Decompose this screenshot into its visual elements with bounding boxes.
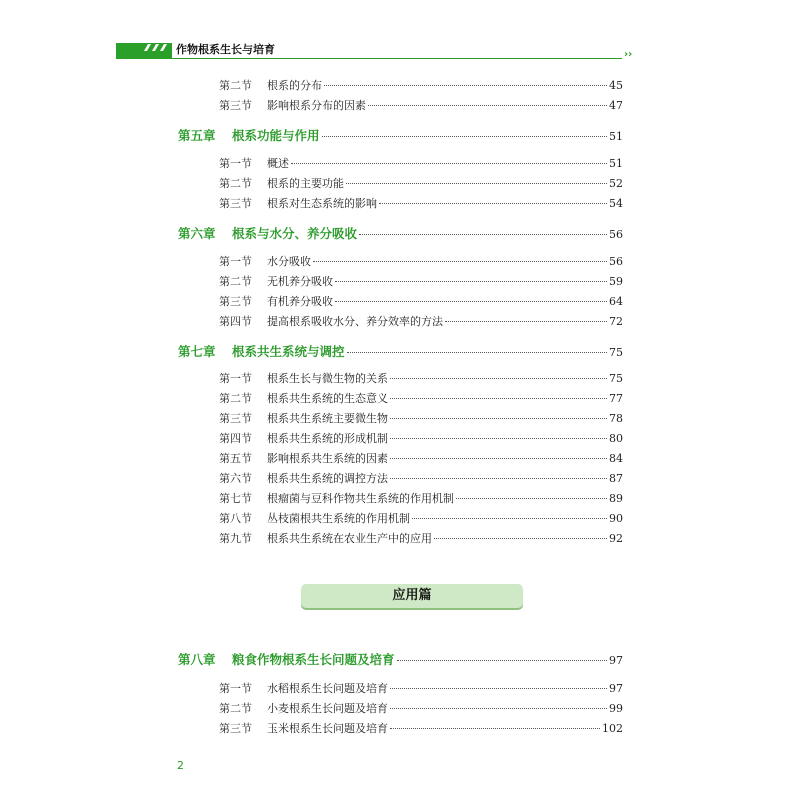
- toc-entry-title: 根系共生系统在农业生产中的应用: [267, 532, 432, 545]
- dot-leader: [390, 378, 607, 379]
- dot-leader: [397, 660, 607, 661]
- toc-entry-title: 影响根系共生系统的因素: [267, 452, 388, 465]
- dot-leader: [390, 438, 607, 439]
- toc-entry-title: 根系共生系统与调控: [232, 344, 345, 359]
- toc-chapter-row[interactable]: [178, 342, 623, 360]
- toc-entry-title: 丛枝菌根共生系统的作用机制: [267, 512, 410, 525]
- toc-entry-title: 根系对生态系统的影响: [267, 197, 377, 210]
- toc-page-number: 78: [609, 412, 623, 425]
- toc-entry-title: 根系共生系统的生态意义: [267, 392, 388, 405]
- toc-entry-title: 有机养分吸收: [267, 295, 333, 308]
- toc-section-row[interactable]: [219, 77, 623, 93]
- dot-leader: [390, 728, 600, 729]
- toc-section-row[interactable]: [219, 195, 623, 211]
- toc-section-row[interactable]: [219, 313, 623, 329]
- toc-entry-number: 第二节: [219, 392, 252, 405]
- toc-entry-title: 根系与水分、养分吸收: [232, 226, 358, 241]
- dot-leader: [390, 478, 607, 479]
- toc-entry-title: 根系共生系统主要微生物: [267, 412, 388, 425]
- toc-page-number: 59: [609, 275, 623, 288]
- toc-section-row[interactable]: [219, 97, 623, 113]
- toc-page-number: 97: [609, 654, 623, 667]
- toc-section-row[interactable]: [219, 450, 623, 466]
- toc-entry-number: 第一节: [219, 255, 252, 268]
- toc-page-number: 99: [609, 702, 623, 715]
- dot-leader: [390, 398, 607, 399]
- toc-page-number: 64: [609, 295, 623, 308]
- dot-leader: [445, 321, 607, 322]
- toc-entry-title: 根系共生系统的形成机制: [267, 432, 388, 445]
- toc-entry-number: 第二节: [219, 79, 252, 92]
- dot-leader: [412, 518, 607, 519]
- dot-leader: [390, 418, 607, 419]
- toc-entry-number: 第一节: [219, 682, 252, 695]
- toc-page-number: 51: [609, 157, 623, 170]
- toc-page-number: 45: [609, 79, 623, 92]
- toc-page-number: 56: [609, 228, 623, 241]
- toc-entry-title: 概述: [267, 157, 289, 170]
- toc-page-number: 80: [609, 432, 623, 445]
- dot-leader: [390, 688, 607, 689]
- toc-page-number: 87: [609, 472, 623, 485]
- toc-section-row[interactable]: [219, 700, 623, 716]
- dot-leader: [368, 105, 607, 106]
- dot-leader: [313, 261, 607, 262]
- toc-entry-title: 玉米根系生长问题及培育: [267, 722, 388, 735]
- toc-entry-number: 第三节: [219, 295, 252, 308]
- toc-entry-number: 第一节: [219, 157, 252, 170]
- toc-chapter-row[interactable]: [178, 224, 623, 242]
- toc-entry-number: 第八章: [178, 652, 216, 667]
- toc-entry-title: 根系共生系统的调控方法: [267, 472, 388, 485]
- toc-entry-number: 第三节: [219, 99, 252, 112]
- part-label: 应用篇: [301, 584, 523, 608]
- toc-entry-title: 粮食作物根系生长问题及培育: [232, 652, 395, 667]
- toc-entry-title: 水分吸收: [267, 255, 311, 268]
- toc-section-row[interactable]: [219, 470, 623, 486]
- toc-entry-title: 根瘤菌与豆科作物共生系统的作用机制: [267, 492, 454, 505]
- dot-leader: [322, 136, 607, 137]
- toc-page-number: 54: [609, 197, 623, 210]
- toc-page-number: 52: [609, 177, 623, 190]
- toc-page-number: 47: [609, 99, 623, 112]
- toc-entry-number: 第三节: [219, 412, 252, 425]
- toc-entry-title: 根系的分布: [267, 79, 322, 92]
- toc-entry-number: 第二节: [219, 702, 252, 715]
- toc-page-number: 75: [609, 346, 623, 359]
- toc-page-number: 77: [609, 392, 623, 405]
- toc-page-number: 72: [609, 315, 623, 328]
- toc-page-number: 51: [609, 130, 623, 143]
- toc-entry-title: 无机养分吸收: [267, 275, 333, 288]
- dot-leader: [456, 498, 607, 499]
- toc-section-row[interactable]: [219, 253, 623, 269]
- header-title: 作物根系生长与培育: [176, 43, 275, 56]
- toc-section-row[interactable]: [219, 155, 623, 171]
- toc-section-row[interactable]: [219, 273, 623, 289]
- toc-entry-number: 第二节: [219, 177, 252, 190]
- toc-entry-number: 第七章: [178, 344, 216, 359]
- toc-entry-number: 第三节: [219, 197, 252, 210]
- toc-entry-number: 第一节: [219, 372, 252, 385]
- toc-section-row[interactable]: [219, 720, 623, 736]
- toc-entry-number: 第六节: [219, 472, 252, 485]
- toc-entry-number: 第四节: [219, 315, 252, 328]
- toc-page-number: 90: [609, 512, 623, 525]
- dot-leader: [434, 538, 607, 539]
- dot-leader: [324, 85, 607, 86]
- toc-page-number: 84: [609, 452, 623, 465]
- double-chevron-icon: ››: [624, 49, 633, 60]
- toc-section-row[interactable]: [219, 680, 623, 696]
- toc-entry-title: 小麦根系生长问题及培育: [267, 702, 388, 715]
- toc-entry-number: 第三节: [219, 722, 252, 735]
- toc-page-number: 75: [609, 372, 623, 385]
- toc-entry-number: 第七节: [219, 492, 252, 505]
- dot-leader: [390, 458, 607, 459]
- toc-section-row[interactable]: [219, 175, 623, 191]
- dot-leader: [347, 352, 607, 353]
- toc-entry-title: 影响根系分布的因素: [267, 99, 366, 112]
- toc-entry-number: 第五章: [178, 128, 216, 143]
- toc-entry-number: 第八节: [219, 512, 252, 525]
- toc-entry-title: 根系功能与作用: [232, 128, 320, 143]
- toc-entry-number: 第九节: [219, 532, 252, 545]
- toc-section-row[interactable]: [219, 390, 623, 406]
- toc-page-number: 92: [609, 532, 623, 545]
- dot-leader: [335, 301, 607, 302]
- page-number: 2: [177, 759, 184, 772]
- toc-section-row[interactable]: [219, 430, 623, 446]
- toc-section-row[interactable]: [219, 293, 623, 309]
- toc-entry-number: 第四节: [219, 432, 252, 445]
- toc-page-number: 97: [609, 682, 623, 695]
- toc-chapter-row[interactable]: [178, 650, 623, 668]
- dot-leader: [346, 183, 607, 184]
- toc-entry-number: 第二节: [219, 275, 252, 288]
- dot-leader: [390, 708, 607, 709]
- toc-page-number: 89: [609, 492, 623, 505]
- toc-section-row[interactable]: [219, 530, 623, 546]
- dot-leader: [291, 163, 607, 164]
- dot-leader: [359, 234, 607, 235]
- toc-entry-title: 提高根系吸收水分、养分效率的方法: [267, 315, 443, 328]
- dot-leader: [335, 281, 607, 282]
- toc-section-row[interactable]: [219, 490, 623, 506]
- toc-page-number: 56: [609, 255, 623, 268]
- toc-page-number: 102: [602, 722, 623, 735]
- toc-section-row[interactable]: [219, 410, 623, 426]
- toc-entry-title: 根系的主要功能: [267, 177, 344, 190]
- toc-section-row[interactable]: [219, 510, 623, 526]
- dot-leader: [379, 203, 607, 204]
- toc-entry-number: 第五节: [219, 452, 252, 465]
- toc-entry-title: 根系生长与微生物的关系: [267, 372, 388, 385]
- toc-entry-title: 水稻根系生长问题及培育: [267, 682, 388, 695]
- toc-section-row[interactable]: [219, 370, 623, 386]
- toc-entry-number: 第六章: [178, 226, 216, 241]
- toc-chapter-row[interactable]: [178, 126, 623, 144]
